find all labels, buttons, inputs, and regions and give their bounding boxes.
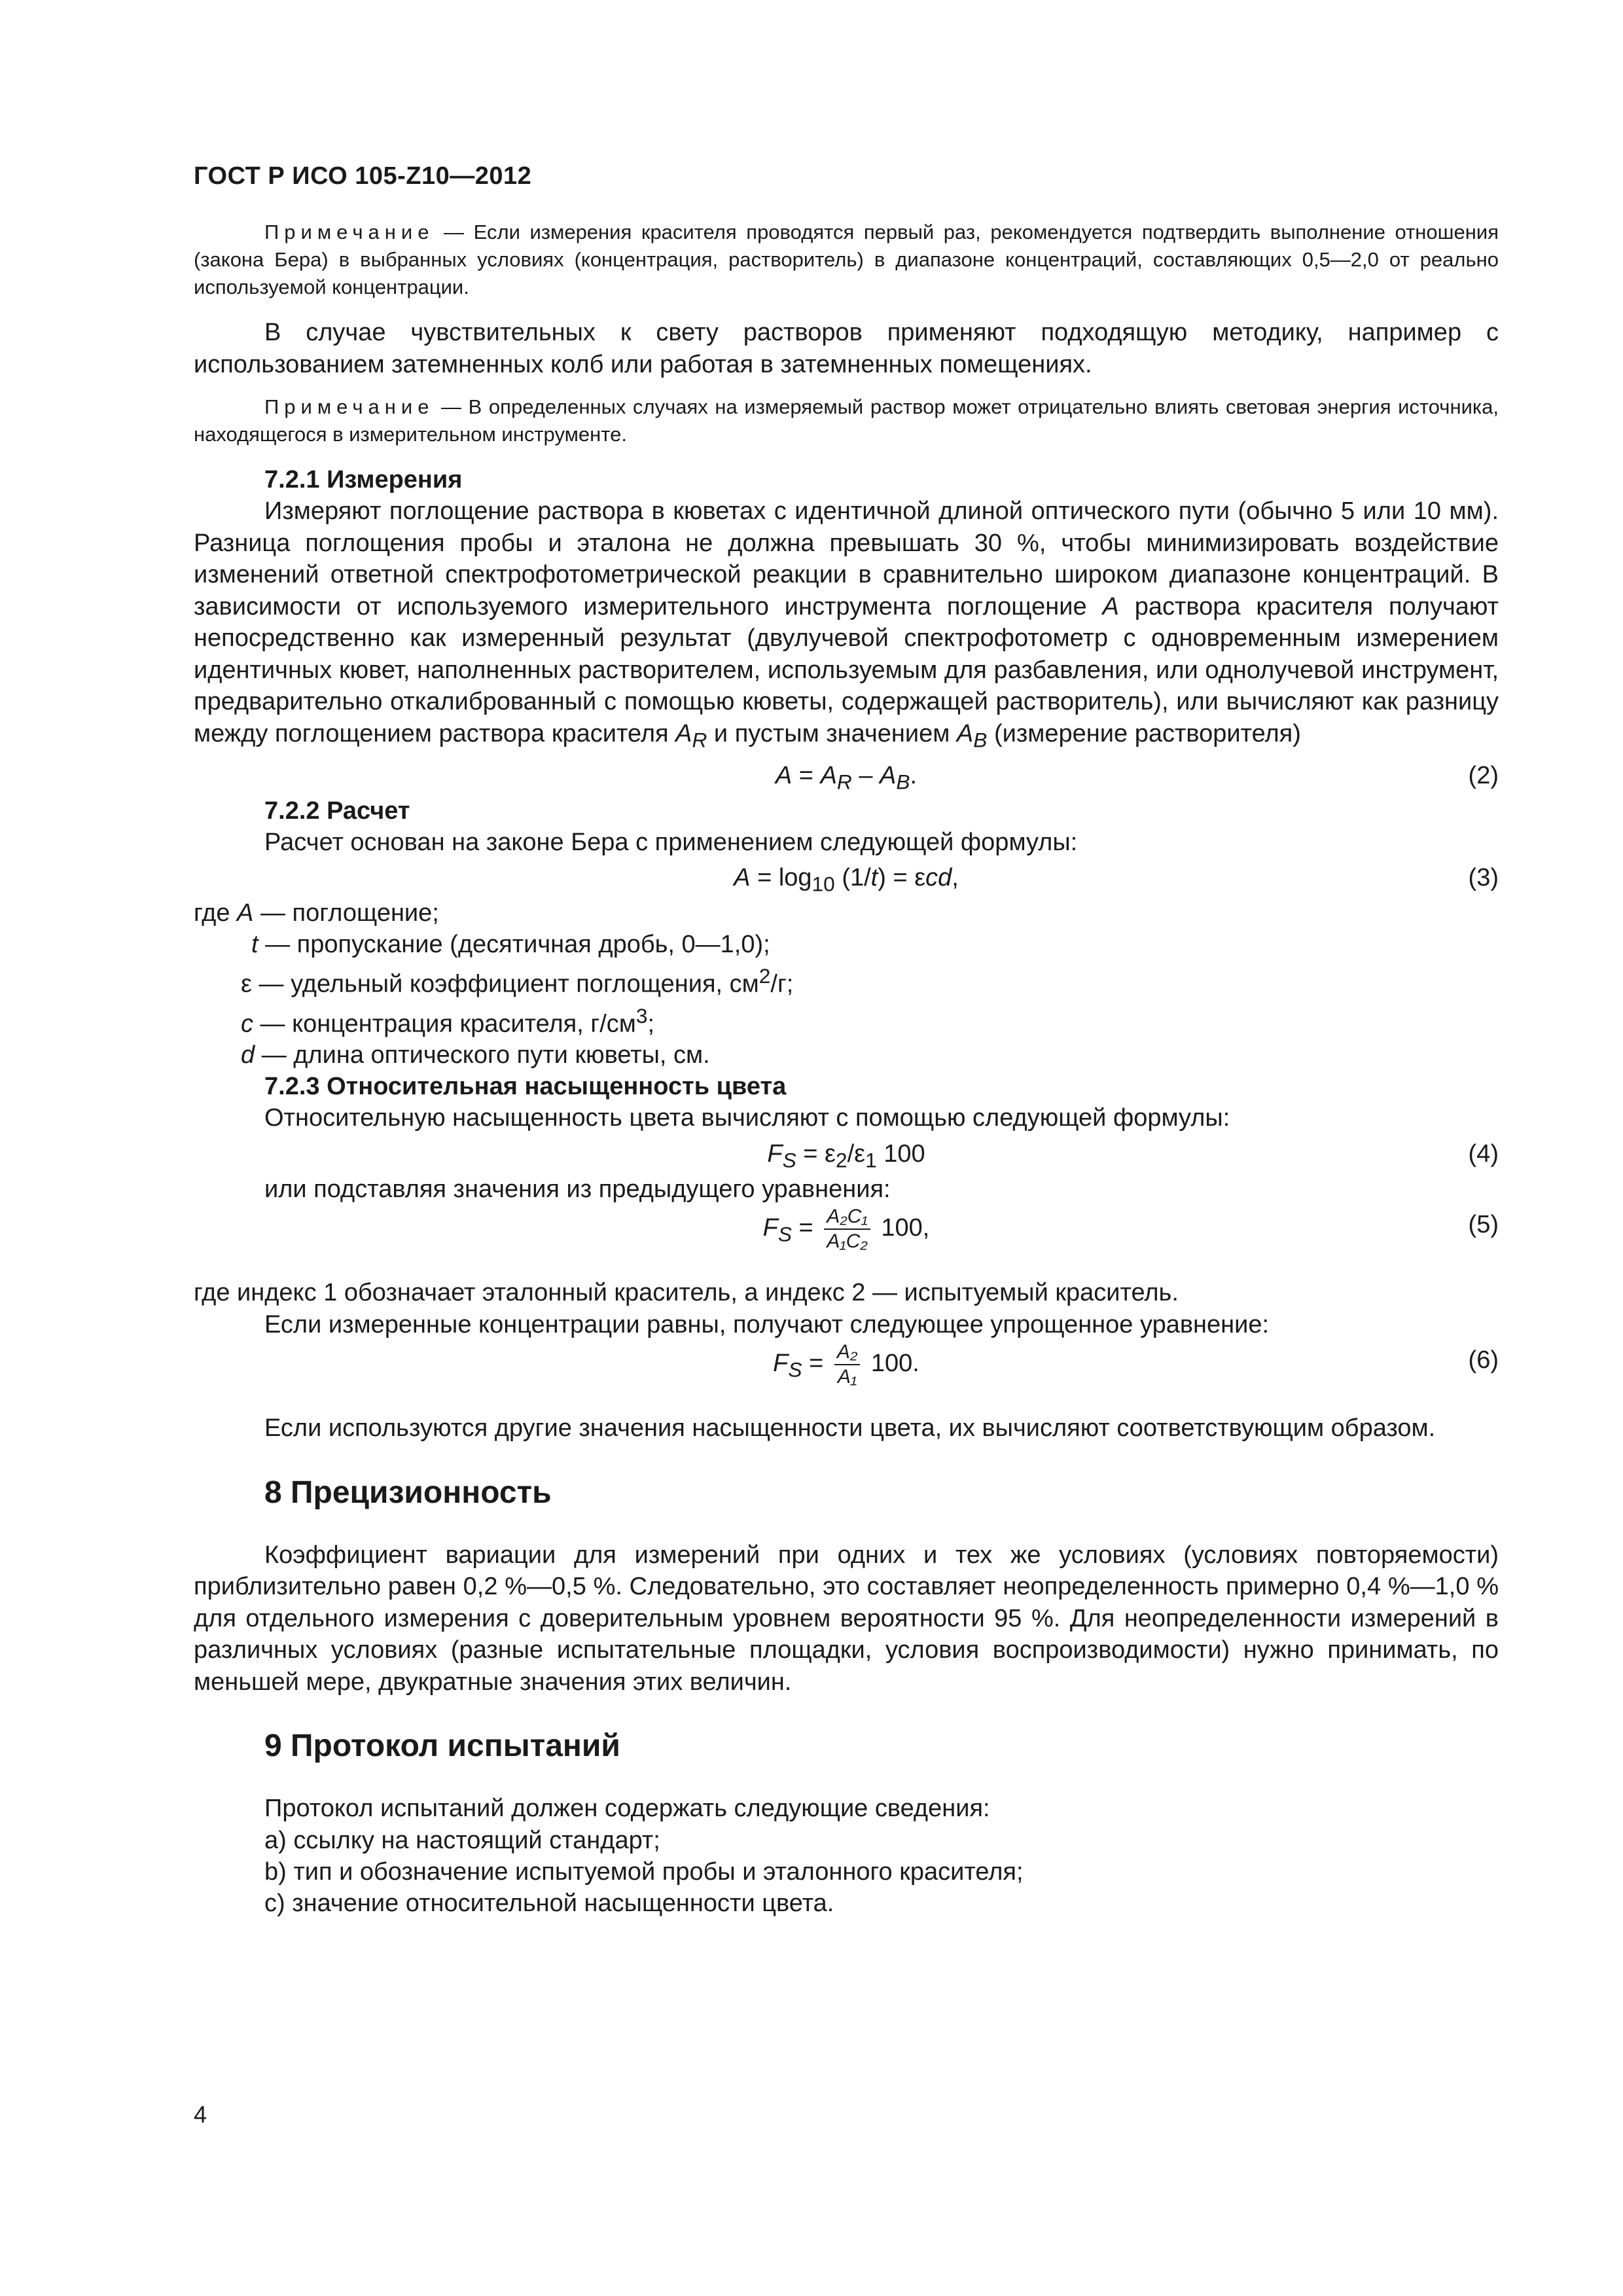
equation-body: $F_S = \varepsilon_2/\varepsilon_1$ 100	[767, 1139, 925, 1172]
note-label: Примечание	[264, 395, 435, 418]
note-text: — В определенных случаях на измеряемый раствор может отрицательно влиять световая энергия источника, находящегося в измерительном инструменте.	[194, 395, 1499, 446]
report-items-list	[264, 1825, 1499, 1919]
paragraph-other-values: Если используются другие значения насыщенности цвета, их вычисляют соответствующим образом.	[264, 1414, 1436, 1443]
document-header: ГОСТ Р ИСО 105-Z10—2012	[194, 162, 532, 190]
paragraph-calculation: Расчет основан на законе Бера с применением следующей формулы:	[264, 828, 1078, 856]
paragraph-index: где индекс 1 обозначает эталонный краситель, а индекс 2 — испытуемый краситель.	[194, 1279, 1179, 1307]
equation	[194, 858, 1499, 897]
list-item: a) ссылку на настоящий стандарт;	[264, 1826, 660, 1854]
equation-body: $A = A_R - A_B$.	[775, 761, 918, 794]
paragraph-saturation: Относительную насыщенность цвета вычисляют с помощью следующей формулы:	[264, 1104, 1230, 1132]
page-content	[194, 219, 1499, 1919]
paragraph-measurements: Измеряют поглощение раствора в кюветах с идентичной длиной оптического пути (обычно 5 или 10 мм). Разница поглощения пробы и эталона не должна превышать 30 %, чтобы минимизировать воздействие изменений ответной спектрофотометрической реакции в сравнительно широком диапазоне концентраций. В зависимости от используемого измерительного инструмента поглощение A раствора красителя получают непосредственно как измеренный результат (двулучевой спектрофотометр с одновременным измерением идентичных кювет, наполненных растворителем, используемым для разбавления, или однолучевой инструмент, предварительно откалиброванный с помощью кюветы, содержащей растворитель), или вычисляют как разницу между поглощением раствора красителя $A_R$ и пустым значением $A_B$ (измерение растворителя)	[194, 497, 1499, 752]
variable-definitions	[194, 897, 1499, 1071]
paragraph-equal-concentrations: Если измеренные концентрации равны, получают следующее упрощенное уравнение:	[264, 1310, 1270, 1338]
equation-body: $A = \log_{10} (1/t) = \varepsilon cd$,	[734, 864, 959, 896]
note-paragraph	[194, 393, 1499, 448]
fraction: $\frac{\text{A₂}}{\text{A₁}}$	[834, 1340, 860, 1389]
equation-number: (2)	[1468, 761, 1499, 789]
list-item: b) тип и обозначение испытуемой пробы и эталонного красителя;	[264, 1857, 1024, 1886]
note-text: — Если измерения красителя проводятся первый раз, рекомендуется подтвердить выполнение отношения (закона Бера) в выбранных условиях (концентрация, растворитель) в диапазоне концентраций, составляющих 0,5—2,0 от реально используемой концентрации.	[194, 221, 1499, 298]
equation	[194, 1340, 1499, 1412]
variable-definition: где A — поглощение;	[194, 899, 439, 927]
variable-definition: c — концентрация красителя, $г/см^3$;	[241, 1003, 655, 1038]
page-number: 4	[194, 2101, 207, 2128]
list-item: c) значение относительной насыщенности цвета.	[264, 1889, 834, 1917]
equation	[194, 1134, 1499, 1174]
subsection-title: 7.2.3 Относительная насыщенность цвета	[264, 1073, 787, 1101]
fraction: $\frac{\text{A₂C₁}}{\text{A₁C₂}}$	[824, 1205, 870, 1253]
equation	[194, 756, 1499, 795]
equation-number: (4)	[1468, 1139, 1499, 1168]
variable-definition: ε — удельный коэффициент поглощения, $см^2/г$;	[241, 964, 794, 998]
section-title: 9 Протокол испытаний	[264, 1729, 620, 1764]
note-paragraph	[194, 219, 1499, 301]
variable-definition: t — пропускание (десятичная дробь, 0—1,0);	[251, 931, 770, 959]
section-title: 8 Прецизионность	[264, 1475, 552, 1510]
equation-body: $F_S$ = $\frac{\text{A₂}}{\text{A₁}}$ 100.	[773, 1341, 919, 1388]
equation-number: (3)	[1468, 864, 1499, 892]
equation	[194, 1205, 1499, 1277]
equation-number: (5)	[1468, 1211, 1499, 1239]
equation-number: (6)	[1468, 1346, 1499, 1374]
paragraph-light-sensitive: В случае чувствительных к свету растворов применяют подходящую методику, например с использованием затемненных колб или работая в затемненных помещениях.	[194, 319, 1499, 378]
subsection-title: 7.2.2 Расчет	[264, 797, 410, 825]
paragraph-precision: Коэффициент вариации для измерений при одних и тех же условиях (условиях повторяемости) приблизительно равен 0,2 %—0,5 %. Следовательно, это составляет неопределенность примерно 0,4 %—1,0 % для отдельного измерения с доверительным уровнем вероятности 95 %. Для неопределенности измерений в различных условиях (разные испытательные площадки, условия воспроизводимости) нужно принимать, по меньшей мере, двукратные значения этих величин.	[194, 1541, 1499, 1696]
paragraph-report-intro: Протокол испытаний должен содержать следующие сведения:	[264, 1795, 990, 1823]
variable-definition: d — длина оптического пути кюветы, см.	[241, 1041, 710, 1069]
equation-body: $F_S$ = $\frac{\text{A₂C₁}}{\text{A₁C₂}}$ 100,	[762, 1206, 930, 1253]
note-label: Примечание	[264, 221, 435, 243]
subsection-title: 7.2.1 Измерения	[264, 466, 463, 493]
paragraph-substitute: или подставляя значения из предыдущего уравнения:	[264, 1175, 891, 1203]
